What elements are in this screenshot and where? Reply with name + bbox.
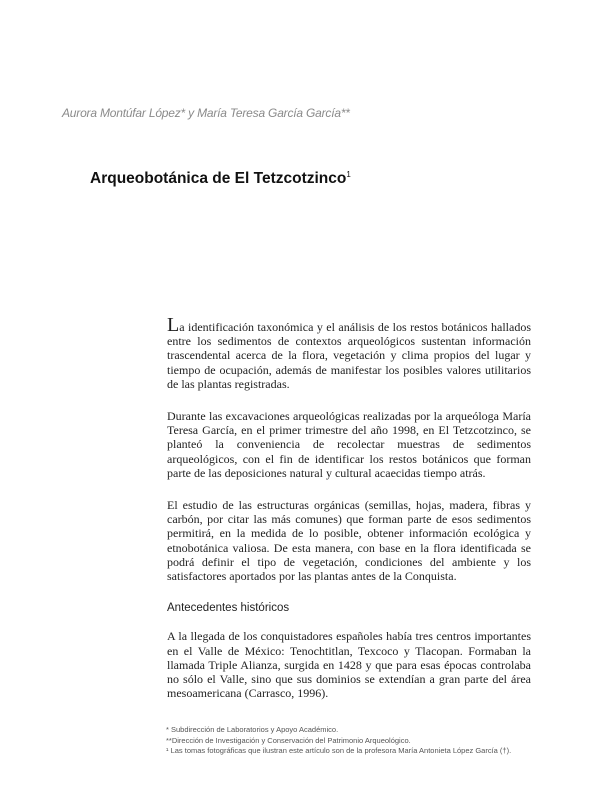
body-paragraph-3: El estudio de las estructuras orgánicas (semillas, hojas, madera, fibras y carbón, por citar las más comunes) que forman parte de esos sedimentos permitirá, en la medida de lo posible, obtener información ecológica y etnobotánica valiosa. De esta manera, con base en la flora identificada se podrá definir el tipo de vegetación, condiciones del ambiente y los satisfactores aportados por las plantas antes de la Conquista. xyxy=(167,498,531,584)
body-paragraph-1: La identificación taxonómica y el análisis de los restos botánicos hallados entre los sedimentos de contextos arqueológicos sustentan información trascendental acerca de la flora, vegetación y clima propios del lugar y tiempo de ocupación, además de manifestar los posibles valores utilitarios de las plantas registradas. xyxy=(167,314,531,391)
section-paragraph: A la llegada de los conquistadores españoles había tres centros importantes en el Valle de México: Tenochtitlan, Texcoco y Tlacopan. Formaban la llamada Triple Alianza, surgida en 1428 y que para esas épocas controlaba no sólo el Valle, sino que sus dominios se extendían a gran parte del área mesoamericana (Carrasco, 1996). xyxy=(167,629,531,701)
author-line: Aurora Montúfar López* y María Teresa García García** xyxy=(62,106,350,120)
footnotes xyxy=(166,725,546,757)
article-body xyxy=(167,314,531,718)
article-title-text: Arqueobotánica de El Tetzcotzinco xyxy=(90,170,347,188)
footnote-1: * Subdirección de Laboratorios y Apoyo Académico. xyxy=(166,725,339,734)
section-heading: Antecedentes históricos xyxy=(167,602,290,615)
article-title xyxy=(90,170,550,188)
title-footnote-mark: 1 xyxy=(346,170,351,179)
body-paragraph-2: Durante las excavaciones arqueológicas realizadas por la arqueóloga María Teresa García, en el primer trimestre del año 1998, en El Tetzcotzinco, se planteó la conveniencia de recolectar muestras de sedimentos arqueológicos, con el fin de identificar los restos botánicos que forman parte de las deposiciones natural y cultural acaecidas tiempo atrás. xyxy=(167,409,531,480)
footnote-3: ¹ Las tomas fotográficas que ilustran este artículo son de la profesora María Antonieta López García (†). xyxy=(166,746,512,755)
footnote-2: **Dirección de Investigación y Conservación del Patrimonio Arqueológico. xyxy=(166,735,411,745)
